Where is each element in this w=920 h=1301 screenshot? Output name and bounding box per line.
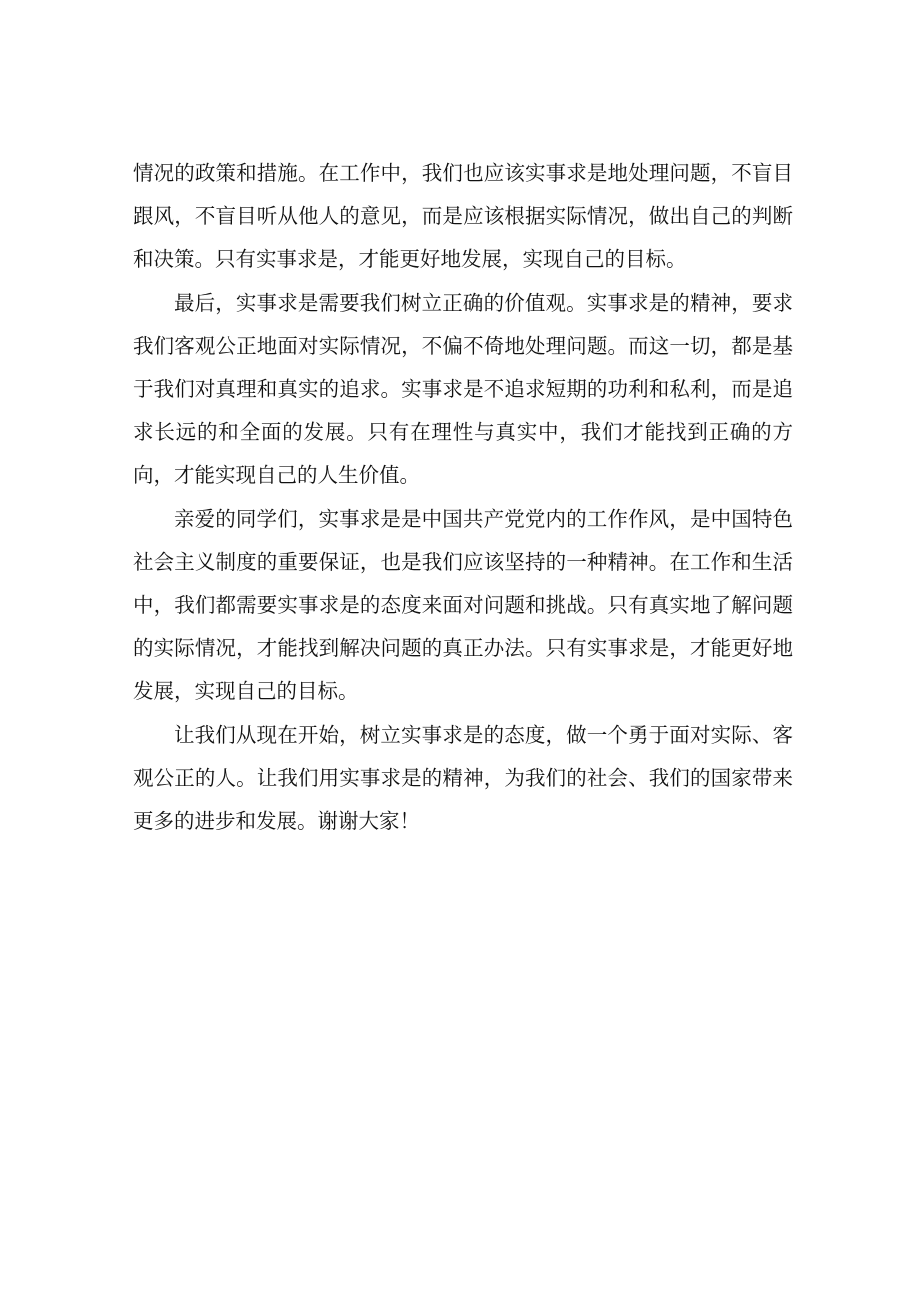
paragraph-values: 最后，实事求是需要我们树立正确的价值观。实事求是的精神，要求我们客观公正地面对实际情况，不偏不倚地处理问题。而这一切，都是基于我们对真理和真实的追求。实事求是不追求短期的功利和私利，而是追求长远的和全面的发展。只有在理性与真实中，我们才能找到正确的方向，才能实现自己的人生价值。 bbox=[133, 290, 793, 488]
paragraph-work-style: 亲爱的同学们，实事求是是中国共产党党内的工作作风，是中国特色社会主义制度的重要保证，也是我们应该坚持的一种精神。在工作和生活中，我们都需要实事求是的态度来面对问题和挑战。只有真实地了解问题的实际情况，才能找到解决问题的真正办法。只有实事求是，才能更好地发展，实现自己的目标。 bbox=[133, 506, 793, 704]
paragraph-continuation: 情况的政策和措施。在工作中，我们也应该实事求是地处理问题，不盲目跟风，不盲目听从他人的意见，而是应该根据实际情况，做出自己的判断和决策。只有实事求是，才能更好地发展，实现自己的目标。 bbox=[133, 161, 793, 272]
document-body bbox=[133, 152, 793, 843]
paragraph-closing: 让我们从现在开始，树立实事求是的态度，做一个勇于面对实际、客观公正的人。让我们用实事求是的精神，为我们的社会、我们的国家带来更多的进步和发展。谢谢大家！ bbox=[133, 722, 793, 834]
